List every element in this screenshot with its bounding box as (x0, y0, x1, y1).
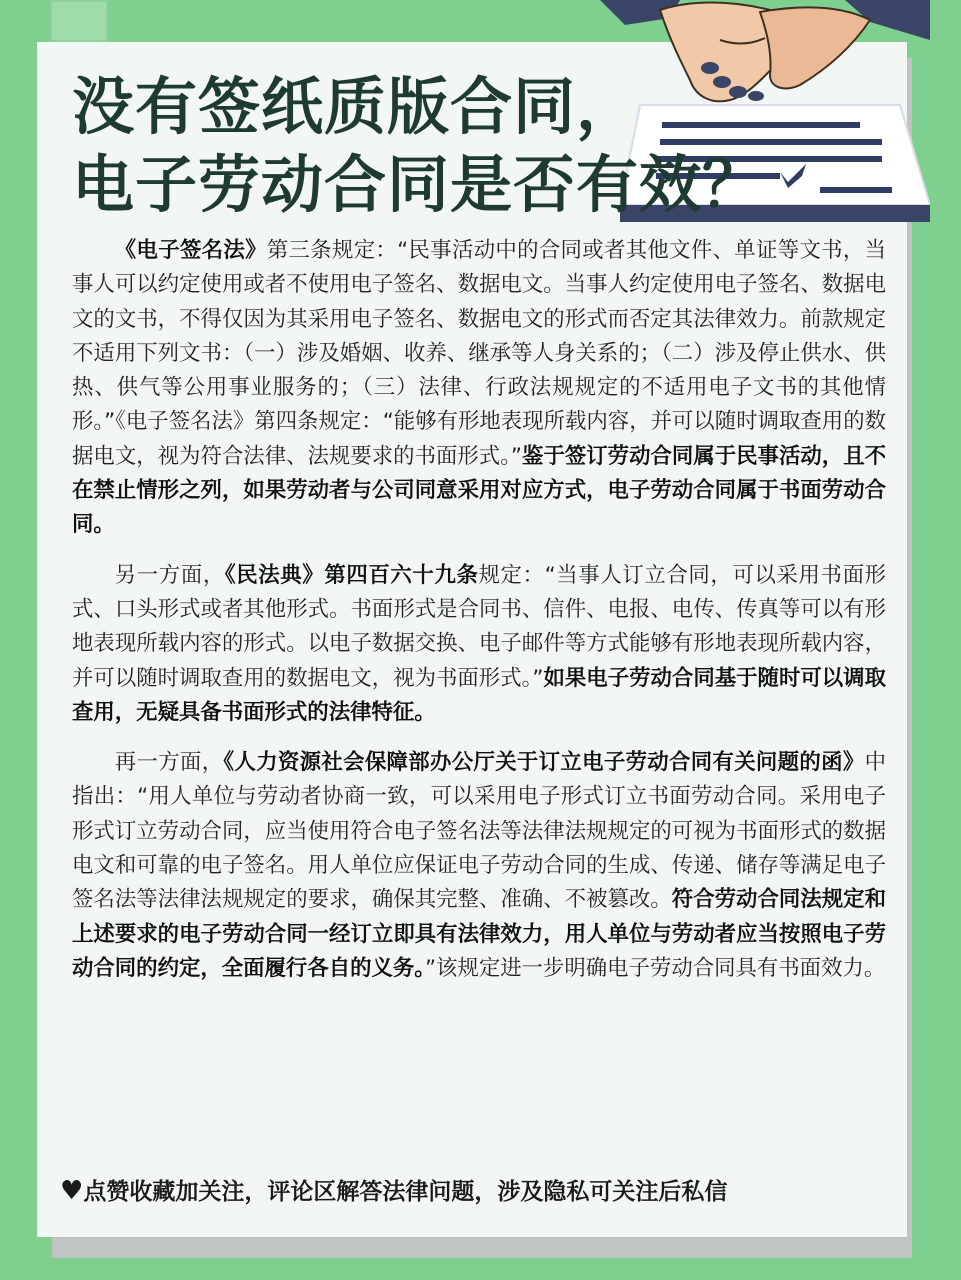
heart-icon: ♥ (60, 1176, 84, 1206)
paragraph-civil-code (72, 559, 886, 730)
footer-call-to-action (60, 1174, 900, 1209)
lead-text: 另一方面， (114, 562, 225, 588)
title-line-2: 电子劳动合同是否有效？ (72, 148, 766, 221)
article-body (72, 234, 886, 986)
conclusion-bold: 如果电子劳动合同基于随时可以调取查用，无疑具备书面形式的法律特征。 (72, 665, 886, 725)
paragraph-mohrss-letter (72, 746, 886, 986)
law-text: 中指出：“用人单位与劳动者协商一致，可以采用电子形式订立书面劳动合同。采用电子形式订立劳动合同，应当使用符合电子签名法等法律法规规定的可视为书面形式的数据电文和可靠的电子签名。用人单位应保证电子劳动合同的生成、传递、储存等满足电子签名法等法律法规规定的要求，确保其完整、准确、不被篡改。 (72, 750, 886, 913)
closing-text: ”该规定进一步明确电子劳动合同具有书面效力。 (424, 955, 886, 981)
paragraph-electronic-signature-law (72, 234, 886, 543)
title-line-1: 没有签纸质版合同， (72, 70, 640, 143)
footer-text: 点赞收藏加关注，评论区解答法律问题，涉及隐私可关注后私信 (83, 1179, 728, 1205)
decorative-rectangle (50, 0, 108, 42)
law-text: 规定：“当事人订立合同，可以采用书面形式、口头形式或者其他形式。书面形式是合同书、信件、电报、电传、传真等可以有形地表现所载内容的形式。以电子数据交换、电子邮件等方式能够有形地表现所载内容，并可以随时调取查用的数据电文，视为书面形式。” (72, 562, 886, 691)
page-title (72, 68, 765, 224)
law-text: 第三条规定：“民事活动中的合同或者其他文件、单证等文书，当事人可以约定使用或者不使用电子签名、数据电文。当事人约定使用电子签名、数据电文的文书，不得仅因为其采用电子签名、数据电文的形式而否定其法律效力。前款规定不适用下列文书：（一）涉及婚姻、收养、继承等人身关系的；（二）涉及停止供水、供热、供气等公用事业服务的；（三）法律、行政法规规定的不适用电子文书的其他情形。”《电子签名法》第四条规定：“能够有形地表现所载内容，并可以随时调取查用的数据电文，视为符合法律、法规要求的书面形式。” (72, 238, 886, 469)
law-name-bold: 《电子签名法》 (114, 238, 267, 263)
lead-text: 再一方面， (114, 750, 224, 776)
law-name-bold: 《民法典》第四百六十九条 (224, 562, 479, 588)
conclusion-bold: 符合劳动合同法规定和上述要求的电子劳动合同一经订立即具有法律效力，用人单位与劳动者应当按照电子劳动合同的约定，全面履行各自的义务。 (72, 887, 886, 981)
conclusion-bold: 鉴于签订劳动合同属于民事活动，且不在禁止情形之列，如果劳动者与公司同意采用对应方式，电子劳动合同属于书面劳动合同。 (72, 443, 886, 538)
law-name-bold: 《人力资源社会保障部办公厅关于订立电子劳动合同有关问题的函》 (223, 750, 865, 776)
